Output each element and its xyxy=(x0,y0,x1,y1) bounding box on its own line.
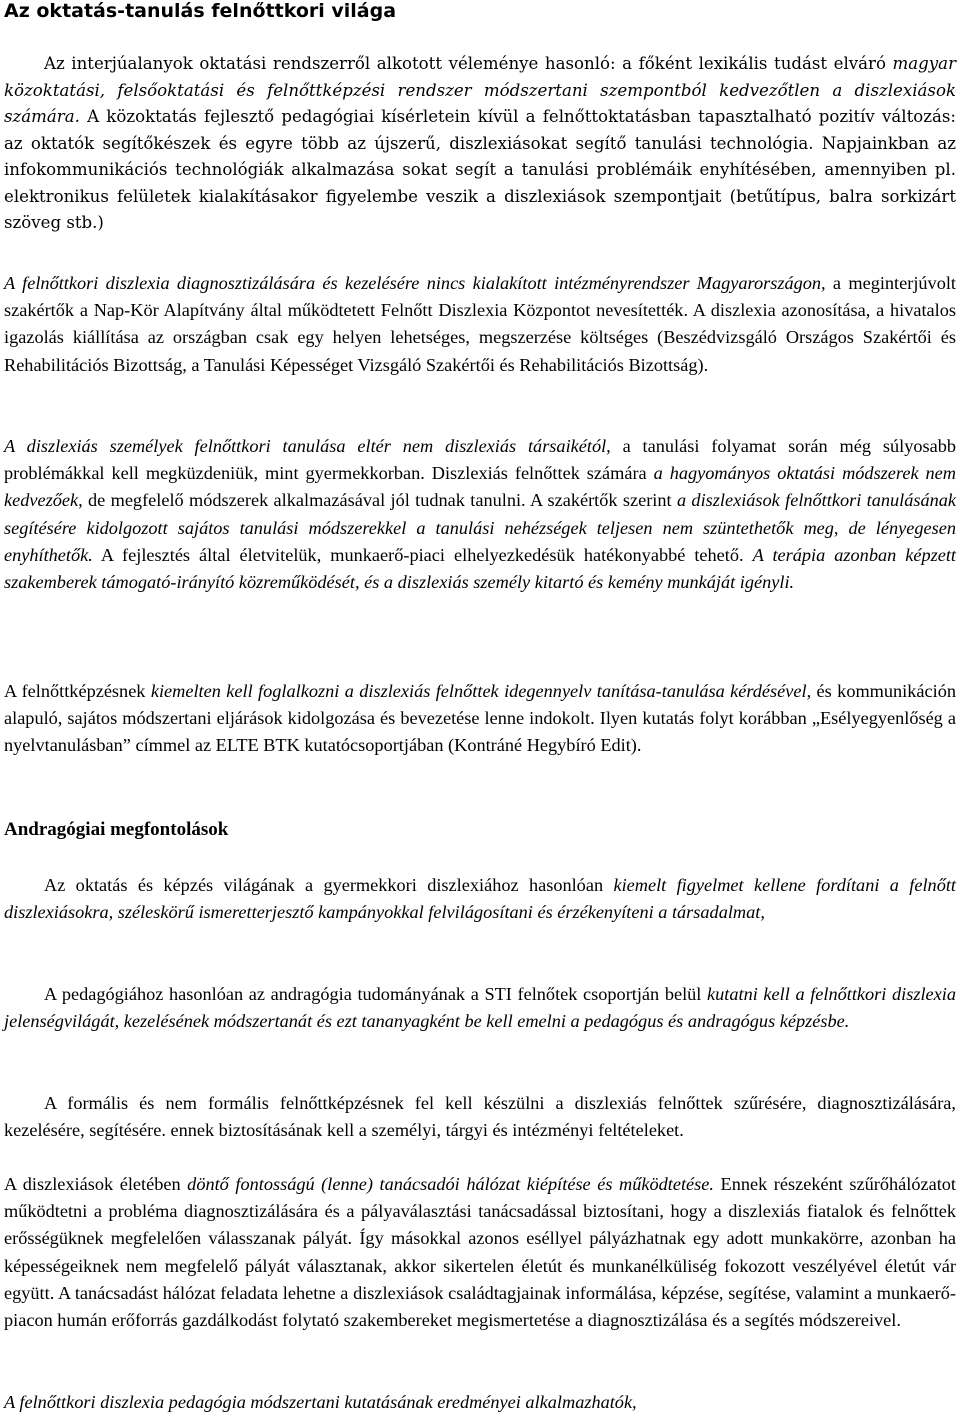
text-run: a meginterjúvolt szakértők a Nap-Kör Alapítvány által működtetett Felnőtt Diszlexia Központot nevesítették. A diszlexia azonosítása, a hivatalos igazolás kiállítása az országban csak egy helyen lehetséges, megszerzése költséges (Beszédvizsgáló Országos Szakértői és Rehabilitációs Bizottság, a Tanulási Képességet Vizsgáló Szakértői és Rehabilitációs Bizottság). xyxy=(4,273,957,375)
text-run: és kommunikáción alapuló, sajátos módszertani eljárások kidolgozása és bevezetése lenne indokolt. Ilyen kutatás folyt korábban „Esélyegyenlőség a nyelvtanulásban” címmel az ELTE BTK kutatócsoportjában (Kontráné Hegybíró Edit). xyxy=(4,681,956,756)
text-run-italic: A terápia azonban képzett szakemberek támogató-irányító közreműködését, és a diszlexiás személy kitartó és kemény munkáját igényli. xyxy=(4,544,957,593)
text-run: Az interjúalanyok oktatási rendszerről alkotott véleménye hasonló: a főként lexikális tudást elváró xyxy=(44,54,893,73)
text-run-italic: magyar közoktatási, felsőoktatási és felnőttképzési rendszer módszertani szempontból kedvezőtlen a diszlexiások számára. xyxy=(4,54,956,126)
text-run: de megfelelő módszerek alkalmazásával jól tudnak tanulni. A szakértők szerint xyxy=(82,490,677,511)
paragraph-andragogy xyxy=(4,981,956,1035)
paragraph-counseling-network xyxy=(4,1171,956,1334)
paragraph-diagnosis xyxy=(4,270,956,379)
paragraph-formal-training: A formális és nem formális felnőttképzésnek fel kell készülni a diszlexiás felnőttek szűrésére, diagnosztizálására, kezelésére, segítésére. ennek biztosításának kell a személyi, tárgyi és intézményi feltételeket. xyxy=(4,1093,956,1141)
text-run-italic: kiemelten kell foglalkozni a diszlexiás felnőttek idegennyelv tanítása-tanulása kérdésével, xyxy=(150,681,812,701)
text-run: A fejlesztés által életvitelük, munkaerő-piaci elhelyezkedésük hatékonyabbé tehető. xyxy=(92,544,753,565)
text-run: Az oktatás és képzés világának a gyermekkori diszlexiához hasonlóan xyxy=(44,875,614,895)
text-run: A közoktatás fejlesztő pedagógiai kísérletein kívül a felnőttoktatásban tapasztalható pozitív változás: az oktatók segítőkészek és egyre több az újszerű, diszlexiásokat segítő tanulási technológia. Napjainkban az infokommunikációs technológiák alkalmazása sokat segít a tanulási problémáik enyhítésében, amennyiben pl. elektronikus felületek kialakításakor figyelembe veszik a diszlexiások szempontjait (betűtípus, balra sorkizárt szöveg stb.) xyxy=(4,107,956,232)
text-run-italic: kutatni kell a felnőttkori diszlexia jelenségvilágát, kezelésének módszertanát és ezt tananyagként be kell emelni a pedagógus és andragógus képzésbe. xyxy=(4,984,956,1032)
text-run: A pedagógiához hasonlóan az andragógia tudományának a STI felnőtek csoportján belül xyxy=(44,984,708,1004)
text-run: A diszlexiások életében xyxy=(4,1174,188,1194)
text-run-italic: A felnőttkori diszlexia diagnosztizálására és kezelésére nincs kialakított intézményrendszer Magyarországon, xyxy=(4,273,826,293)
paragraph-research-results xyxy=(4,1389,956,1416)
text-run-italic: a diszlexiások felnőttkori tanulásának segítésére kidolgozott sajátos tanulási módszerekkel a tanulási nehézségek teljesen nem szüntethetők meg, de lényegesen enyhíthetők. xyxy=(4,490,956,565)
text-run: Ennek részeként szűrőhálózatot működtetni a probléma diagnosztizálására és a pályaválasztási tanácsadással biztosítani, hogy a diszlexiás fiatalok és felnőttek erősségüknek megfelelően válasszanak pályát. Így másokkal azonos eséllyel pályázhatnak egy adott munkakörre, azonban ha képességeiknek nem megfelelő pályát választanak, akkor sikertelen életút és munkanélküliség fokozott veszélyével életút vár együtt. A tanácsadást hálózat feladata lehetne a diszlexiások családtagjainak informálása, képzése, segítése, valamint a munkaerő-piacon humán erőforrás gazdálkodást folytató szakembereket megismertetése a diagnosztizálása és a segítés módszereivel. xyxy=(4,1174,956,1331)
text-run-italic: A felnőttkori diszlexia pedagógia módszertani kutatásának eredményei alkalmazhatók, xyxy=(4,1392,637,1412)
paragraph-language-learning xyxy=(4,678,956,760)
paragraph-adult-learning xyxy=(4,433,956,596)
text-run-italic: döntő fontosságú (lenne) tanácsadói hálózat kiépítése és működtetése. xyxy=(187,1174,714,1194)
text-run-italic: A diszlexiás személyek felnőttkori tanulása eltér nem diszlexiás társaikétól, xyxy=(4,436,611,456)
text-run-italic: a hagyományos oktatási módszerek nem kedvezőek, xyxy=(4,463,956,511)
section-heading: Az oktatás-tanulás felnőttkori világa xyxy=(4,0,397,22)
text-run: a tanulási folyamat során még súlyosabb problémákkal kell megküzdeniük, mint gyermekkorban. Diszlexiás felnőttek számára xyxy=(4,436,956,484)
section-heading: Andragógiai megfontolások xyxy=(4,819,229,840)
paragraph-education-system xyxy=(4,51,956,237)
text-run-italic: kiemelt figyelmet kellene fordítani a felnőtt diszlexiásokra, széleskörű ismeretterjesztő kampányokkal felvilágosítani és érzékenyíteni a társadalmat, xyxy=(4,875,956,923)
text-run: A felnőttképzésnek xyxy=(4,681,151,701)
paragraph-awareness xyxy=(4,872,956,926)
